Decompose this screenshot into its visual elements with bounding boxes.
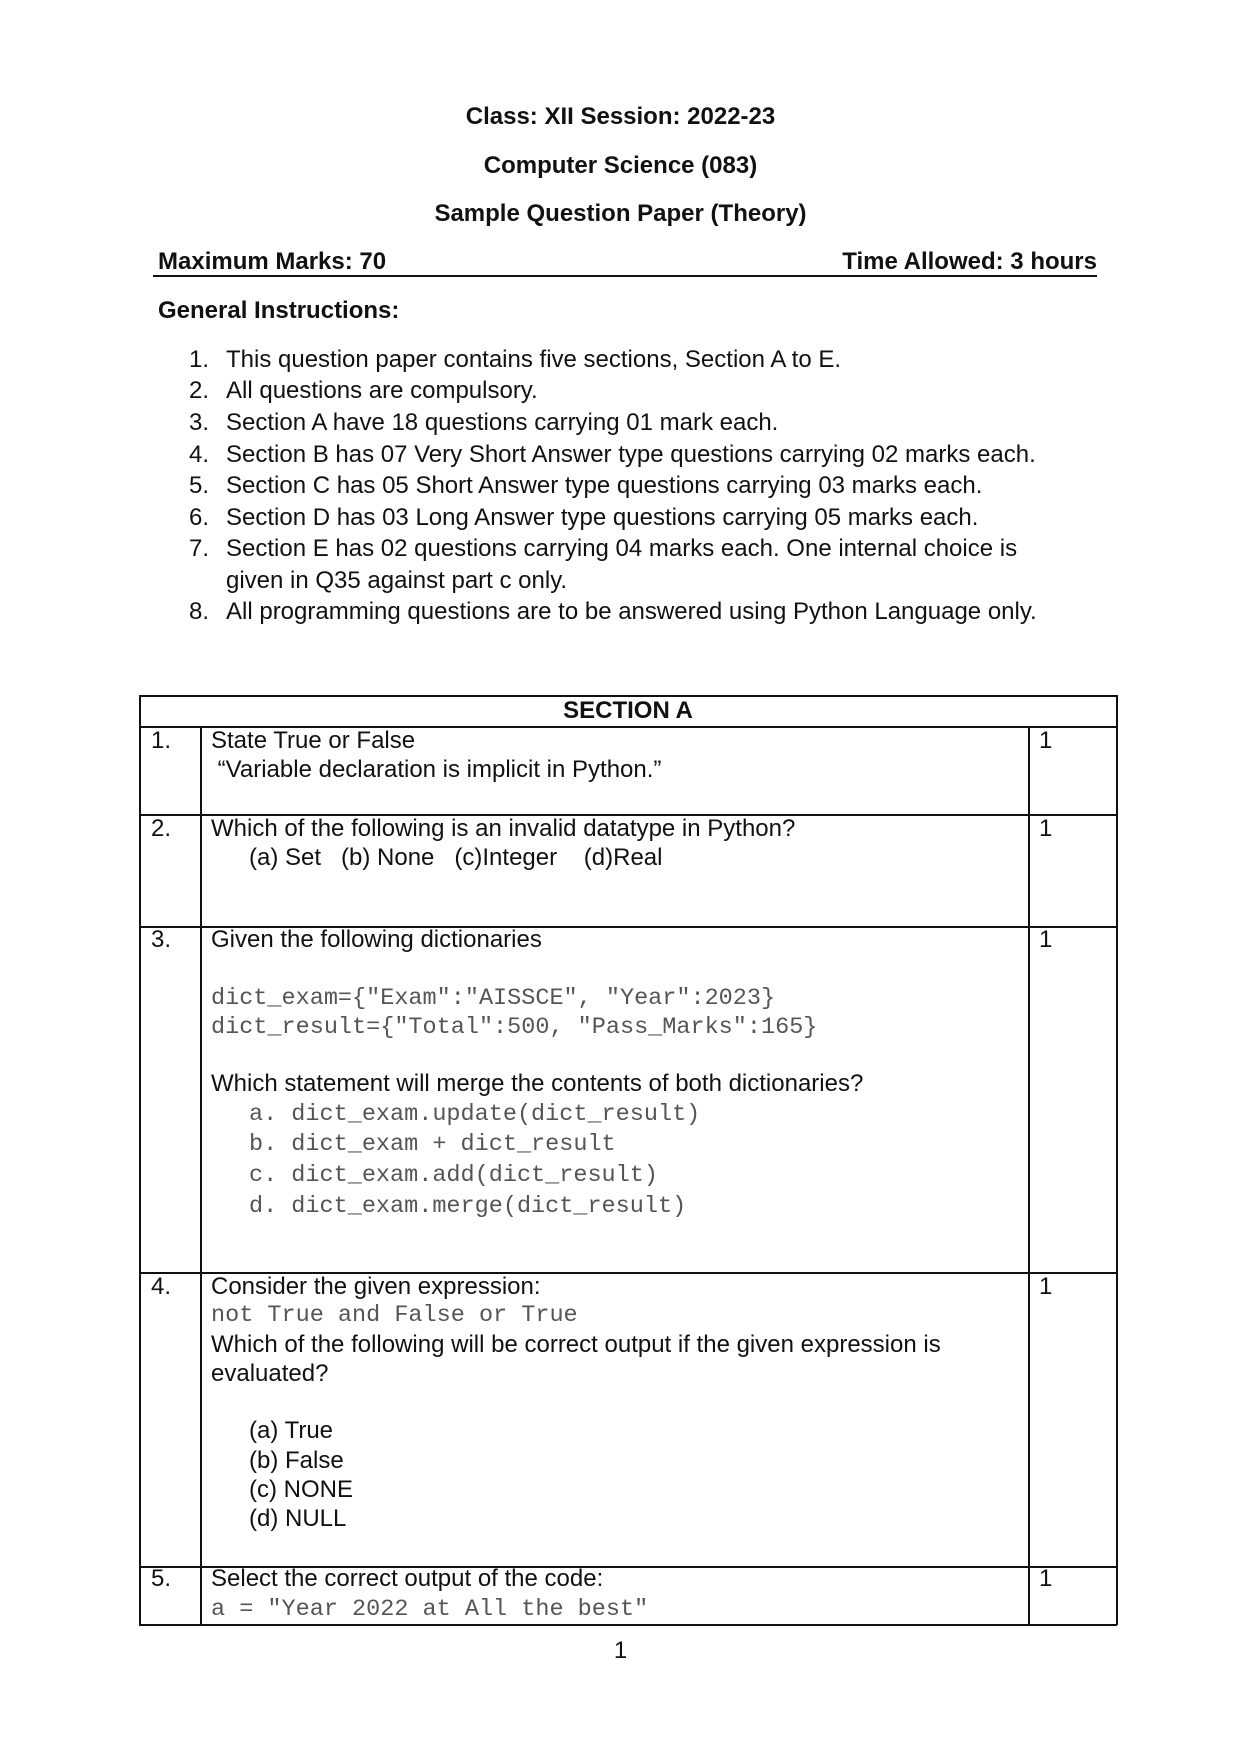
header-underline [153,275,1097,277]
instruction-text: Section C has 05 Short Answer type questions carrying 03 marks each. [226,472,983,499]
question-number: 1. [151,727,172,754]
code-line: a = "Year 2022 at All the best" [211,1596,649,1623]
question-number: 3. [151,926,172,953]
instruction-num: 6. [189,504,210,531]
option: (d) NULL [249,1505,347,1532]
column-divider [1028,726,1030,1624]
question-marks: 1 [1039,1273,1053,1300]
instruction-num: 8. [189,598,210,625]
instructions-heading: General Instructions: [158,297,400,324]
instruction-text: Section A have 18 questions carrying 01 mark each. [226,409,779,436]
section-title: SECTION A [563,697,693,724]
question-text: State True or False [211,727,416,754]
instruction-text-cont: given in Q35 against part c only. [226,567,568,594]
question-text: Which of the following will be correct output if the given expression is [211,1331,941,1358]
option: b. dict_exam + dict_result [249,1131,616,1158]
instruction-num: 4. [189,441,210,468]
question-text: evaluated? [211,1360,329,1387]
option: (b) False [249,1447,344,1474]
option: (c) NONE [249,1476,353,1503]
column-divider [200,726,202,1624]
question-text: Which of the following is an invalid datatype in Python? [211,815,796,842]
question-number: 2. [151,815,172,842]
instruction-text: Section E has 02 questions carrying 04 marks each. One internal choice is [226,535,1018,562]
max-marks: Maximum Marks: 70 [158,248,387,275]
option: (a) True [249,1417,334,1444]
instruction-num: 7. [189,535,210,562]
instruction-num: 2. [189,377,210,404]
subject-title: Computer Science (083) [483,152,758,179]
table-border [139,695,141,1625]
table-border [1116,695,1118,1625]
question-number: 5. [151,1565,172,1592]
table-border [139,1624,1117,1626]
option: c. dict_exam.add(dict_result) [249,1162,658,1189]
instruction-num: 1. [189,346,210,373]
question-marks: 1 [1039,727,1053,754]
instruction-text: All programming questions are to be answered using Python Language only. [226,598,1037,625]
code-line: not True and False or True [211,1302,578,1329]
instruction-text: Section D has 03 Long Answer type questions carrying 05 marks each. [226,504,979,531]
question-options: (a) Set (b) None (c)Integer (d)Real [249,844,663,871]
question-text: “Variable declaration is implicit in Python.” [211,756,662,783]
question-marks: 1 [1039,926,1053,953]
instruction-text: This question paper contains five sections, Section A to E. [226,346,842,373]
instruction-text: Section B has 07 Very Short Answer type questions carrying 02 marks each. [226,441,1036,468]
code-line: dict_exam={"Exam":"AISSCE", "Year":2023} [211,985,776,1012]
question-text: Consider the given expression: [211,1273,541,1300]
instruction-text: All questions are compulsory. [226,377,538,404]
question-text: Select the correct output of the code: [211,1565,604,1592]
question-text: Which statement will merge the contents of both dictionaries? [211,1070,864,1097]
instruction-num: 3. [189,409,210,436]
page-number: 1 [613,1637,628,1664]
instruction-num: 5. [189,472,210,499]
option: a. dict_exam.update(dict_result) [249,1101,701,1128]
question-number: 4. [151,1273,172,1300]
question-text: Given the following dictionaries [211,926,542,953]
question-marks: 1 [1039,815,1053,842]
code-line: dict_result={"Total":500, "Pass_Marks":165} [211,1014,818,1041]
question-marks: 1 [1039,1565,1053,1592]
option: d. dict_exam.merge(dict_result) [249,1193,687,1220]
class-session: Class: XII Session: 2022-23 [465,103,776,130]
paper-title: Sample Question Paper (Theory) [434,200,807,227]
time-allowed: Time Allowed: 3 hours [842,248,1097,275]
